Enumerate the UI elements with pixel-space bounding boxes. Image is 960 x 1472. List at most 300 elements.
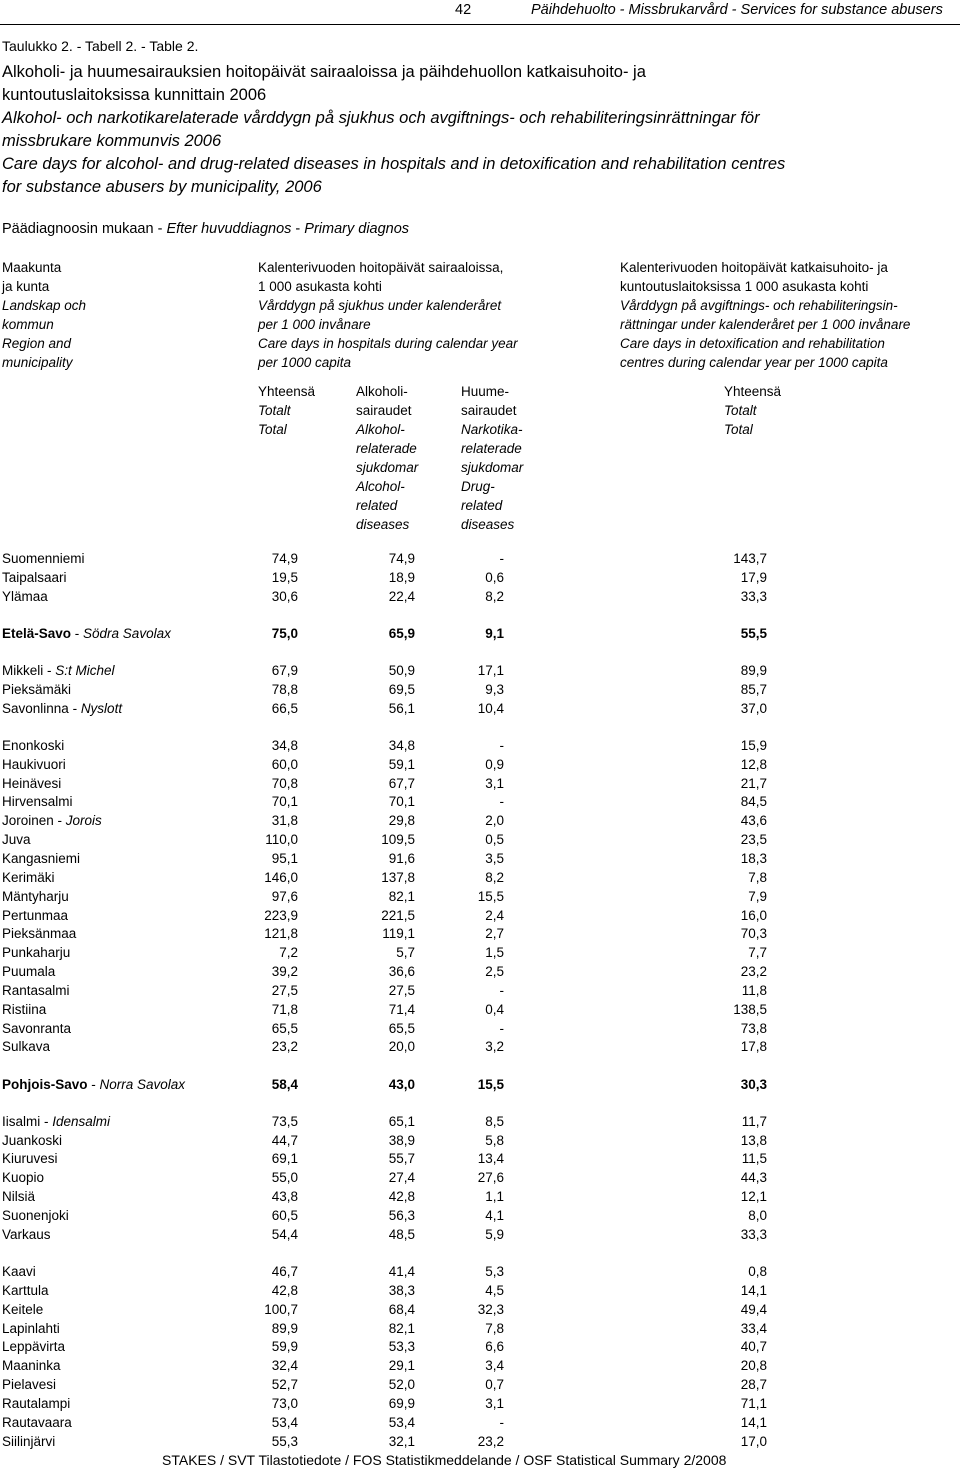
municipality-name-fi: Savonlinna xyxy=(2,700,69,716)
municipality-name-fi: Punkaharju xyxy=(2,945,71,961)
value-hospital-total: 46,7 xyxy=(271,1264,298,1279)
title-en-2: for substance abusers by municipality, 2006 xyxy=(2,178,322,196)
row-name xyxy=(2,1415,72,1430)
hdr-region-line: kommun xyxy=(2,317,54,332)
value-hospital-total: 55,0 xyxy=(271,1170,298,1186)
hdr-drug-line: diseases xyxy=(461,517,515,532)
value-alcohol: 38,9 xyxy=(388,1132,415,1148)
municipality-name-fi: Pieksänmaa xyxy=(2,926,77,942)
municipality-name-fi: Kaavi xyxy=(2,1264,36,1279)
row-name xyxy=(2,908,68,923)
value-drug: 1,5 xyxy=(485,945,504,961)
value-detox-total: 7,8 xyxy=(748,869,767,885)
title-sv-1: Alkohol- och narkotikarelaterade vårddygn på sjukhus och avgiftnings- och rehabiliteringsinrättningar för xyxy=(2,109,760,127)
title-sv-2: missbrukare kommunvis 2006 xyxy=(2,132,222,150)
value-alcohol: 82,1 xyxy=(388,1320,415,1336)
hdr-hospital-line: per 1 000 invånare xyxy=(258,317,371,332)
hdr-detox-line: centres during calendar year per 1000 capita xyxy=(620,355,888,370)
hdr-drug-line: related xyxy=(461,498,503,513)
subtitle-en: Primary diagnos xyxy=(304,221,410,237)
row-name xyxy=(2,1358,61,1373)
table-row xyxy=(0,945,960,964)
hdr-alcohol-line: diseases xyxy=(356,517,410,532)
hdr-hospital-line: 1 000 asukasta kohti xyxy=(258,279,382,294)
value-hospital-total: 89,9 xyxy=(271,1320,298,1336)
row-name xyxy=(2,870,55,885)
hdr-detox-line: rättningar under kalenderåret per 1 000 invånare xyxy=(620,317,911,332)
value-hospital-total: 53,4 xyxy=(271,1414,298,1430)
value-alcohol: 67,7 xyxy=(388,775,415,791)
value-alcohol: 22,4 xyxy=(388,588,415,604)
value-detox-total: 21,7 xyxy=(740,775,767,791)
value-alcohol: 29,1 xyxy=(388,1358,415,1374)
hdr-drug-line: sjukdomar xyxy=(461,460,524,475)
value-alcohol: 137,8 xyxy=(381,869,415,885)
row-name xyxy=(2,663,115,678)
municipality-name-sv: Norra Savolax xyxy=(99,1076,186,1092)
value-drug: 4,5 xyxy=(485,1282,504,1298)
hdr-region-line: municipality xyxy=(2,355,73,370)
value-alcohol: 91,6 xyxy=(388,850,415,866)
hdr-alcohol-line: Alkohol- xyxy=(356,422,405,437)
value-detox-total: 37,0 xyxy=(740,700,767,716)
municipality-name-fi: Rantasalmi xyxy=(2,982,70,998)
municipality-name-sv: Idensalmi xyxy=(52,1113,111,1129)
table-row xyxy=(0,1021,960,1040)
value-detox-total: 73,8 xyxy=(740,1020,767,1036)
value-hospital-total: 32,4 xyxy=(271,1358,298,1374)
value-alcohol: 50,9 xyxy=(388,663,415,678)
table-row xyxy=(0,1339,960,1358)
row-name xyxy=(2,832,31,847)
value-drug: - xyxy=(499,982,504,998)
name-separator: - xyxy=(40,1113,53,1129)
col-header-alcohol xyxy=(356,382,418,534)
value-alcohol: 42,8 xyxy=(388,1189,415,1205)
value-hospital-total: 34,8 xyxy=(271,737,298,753)
row-name xyxy=(2,626,171,641)
municipality-name-fi: Puumala xyxy=(2,964,56,980)
table-row xyxy=(0,738,960,757)
row-name xyxy=(2,738,64,753)
value-alcohol: 53,4 xyxy=(388,1414,415,1430)
value-alcohol: 48,5 xyxy=(388,1226,415,1242)
value-hospital-total: 54,4 xyxy=(271,1226,298,1242)
value-detox-total: 16,0 xyxy=(740,907,767,923)
table-row-region-total xyxy=(0,626,960,645)
hdr-drug-line: Narkotika- xyxy=(461,422,523,437)
table-row xyxy=(0,1321,960,1340)
value-drug: 0,4 xyxy=(485,1001,504,1017)
value-hospital-total: 70,8 xyxy=(271,775,298,791)
value-drug: 0,5 xyxy=(485,832,504,848)
value-alcohol: 71,4 xyxy=(388,1001,415,1017)
row-name xyxy=(2,1227,51,1242)
value-alcohol: 29,8 xyxy=(388,813,415,829)
col-header-hospital xyxy=(258,258,518,372)
col-header-detox xyxy=(620,258,910,372)
value-alcohol: 68,4 xyxy=(388,1301,415,1317)
value-alcohol: 32,1 xyxy=(388,1433,415,1449)
table-row xyxy=(0,551,960,570)
value-hospital-total: 121,8 xyxy=(264,926,298,942)
table-row xyxy=(0,701,960,720)
value-alcohol: 119,1 xyxy=(382,926,415,942)
value-hospital-total: 97,6 xyxy=(271,888,298,904)
value-detox-total: 11,7 xyxy=(741,1113,767,1129)
value-detox-total: 17,9 xyxy=(740,569,767,585)
value-detox-total: 28,7 xyxy=(740,1377,767,1393)
municipality-name-fi: Pohjois-Savo xyxy=(2,1076,88,1092)
name-separator: - xyxy=(68,700,81,716)
value-drug: 3,1 xyxy=(485,1395,504,1411)
table-row xyxy=(0,908,960,927)
hdr-hospital-line: per 1000 capita xyxy=(258,355,352,370)
value-drug: 9,1 xyxy=(485,625,504,641)
value-hospital-total: 19,5 xyxy=(271,569,298,585)
table-row xyxy=(0,1227,960,1246)
value-detox-total: 8,0 xyxy=(748,1208,767,1223)
value-detox-total: 7,7 xyxy=(748,945,767,961)
value-alcohol: 74,9 xyxy=(388,551,415,566)
municipality-name-fi: Pertunmaa xyxy=(2,907,69,923)
municipality-name-fi: Sulkava xyxy=(2,1039,51,1055)
table-row xyxy=(0,663,960,682)
hdr-drug-line: relaterade xyxy=(461,441,522,456)
page-number: 42 xyxy=(455,2,472,18)
value-alcohol: 18,9 xyxy=(388,569,415,585)
subtitle-sv: Efter huvuddiagnos xyxy=(166,221,292,237)
municipality-name-fi: Enonkoski xyxy=(2,737,65,753)
value-hospital-total: 43,8 xyxy=(271,1189,298,1205)
value-alcohol: 70,1 xyxy=(388,794,415,810)
municipality-name-fi: Taipalsaari xyxy=(2,569,67,585)
row-name xyxy=(2,1170,44,1185)
municipality-name-fi: Etelä-Savo xyxy=(2,625,72,641)
municipality-name-fi: Heinävesi xyxy=(2,775,62,791)
value-hospital-total: 31,8 xyxy=(271,813,298,829)
value-hospital-total: 27,5 xyxy=(271,982,298,998)
value-alcohol: 82,1 xyxy=(388,888,415,904)
value-drug: 3,1 xyxy=(485,775,504,791)
municipality-name-fi: Pieksämäki xyxy=(2,681,72,697)
municipality-name-fi: Juva xyxy=(2,832,31,848)
value-alcohol: 69,5 xyxy=(388,681,415,697)
value-hospital-total: 7,2 xyxy=(279,945,298,961)
table-row xyxy=(0,964,960,983)
value-alcohol: 53,3 xyxy=(388,1339,415,1355)
row-name xyxy=(2,1302,43,1317)
value-hospital-total: 30,6 xyxy=(271,588,298,604)
municipality-name-fi: Kiuruvesi xyxy=(2,1151,58,1167)
hdr-hospital-line: Kalenterivuoden hoitopäivät sairaaloissa, xyxy=(258,260,504,275)
hdr-region-line: Region and xyxy=(2,336,72,351)
value-alcohol: 56,1 xyxy=(388,700,415,716)
row-name xyxy=(2,1002,46,1017)
table-row xyxy=(0,1358,960,1377)
value-hospital-total: 39,2 xyxy=(271,964,298,980)
row-name xyxy=(2,1039,50,1054)
value-detox-total: 143,7 xyxy=(733,551,767,566)
value-detox-total: 17,0 xyxy=(740,1433,767,1449)
table-row xyxy=(0,589,960,608)
title-fi-2: kuntoutuslaitoksissa kunnittain 2006 xyxy=(2,86,267,104)
value-hospital-total: 78,8 xyxy=(271,681,298,697)
municipality-name-sv: Nyslott xyxy=(80,700,123,716)
row-name xyxy=(2,889,69,904)
col-header-drug xyxy=(461,382,523,534)
municipality-name-fi: Lapinlahti xyxy=(2,1320,60,1336)
value-drug: - xyxy=(499,794,504,810)
value-detox-total: 70,3 xyxy=(740,926,767,942)
value-detox-total: 55,5 xyxy=(740,625,767,641)
value-detox-total: 17,8 xyxy=(740,1039,767,1055)
municipality-name-fi: Suomenniemi xyxy=(2,551,85,566)
table-row xyxy=(0,1002,960,1021)
table-row xyxy=(0,889,960,908)
value-alcohol: 221,5 xyxy=(381,907,415,923)
row-name xyxy=(2,551,85,566)
table-row xyxy=(0,813,960,832)
hdr-region-line: Landskap och xyxy=(2,298,87,313)
header-rule xyxy=(0,24,960,25)
value-detox-total: 89,9 xyxy=(740,663,767,678)
col-header-total-detox xyxy=(724,382,781,439)
hdr-total1-line: Yhteensä xyxy=(258,384,316,399)
hdr-drug-line: Drug- xyxy=(461,479,495,494)
col-header-region xyxy=(2,258,86,372)
table-row xyxy=(0,870,960,889)
hdr-total1-line: Total xyxy=(258,422,287,437)
municipality-name-fi: Savonranta xyxy=(2,1020,72,1036)
row-name xyxy=(2,1114,110,1129)
municipality-name-sv: Jorois xyxy=(65,813,102,829)
value-hospital-total: 59,9 xyxy=(271,1339,298,1355)
table-row xyxy=(0,1415,960,1434)
hdr-detox-line: Vårddygn på avgiftnings- och rehabiliteringsin- xyxy=(620,298,898,313)
value-drug: 5,8 xyxy=(485,1132,504,1148)
value-hospital-total: 100,7 xyxy=(264,1301,298,1317)
hdr-alcohol-line: related xyxy=(356,498,398,513)
table-row xyxy=(0,1434,960,1453)
table-row xyxy=(0,794,960,813)
table-row xyxy=(0,1283,960,1302)
value-drug: 9,3 xyxy=(485,681,504,697)
value-drug: - xyxy=(499,1020,504,1036)
title-fi-1: Alkoholi- ja huumesairauksien hoitopäivät sairaaloissa ja päihdehuollon katkaisuhoito- ja xyxy=(2,63,646,81)
value-drug: 5,9 xyxy=(485,1226,504,1242)
table-row xyxy=(0,926,960,945)
value-drug: 27,6 xyxy=(477,1170,504,1186)
value-detox-total: 44,3 xyxy=(740,1170,767,1186)
municipality-name-fi: Kuopio xyxy=(2,1170,45,1186)
value-hospital-total: 44,7 xyxy=(271,1132,298,1148)
value-drug: 5,3 xyxy=(485,1264,504,1279)
page-footer: STAKES / SVT Tilastotiedote / FOS Statistikmeddelande / OSF Statistical Summary 2/2008 xyxy=(162,1452,727,1468)
publication-series: Päihdehuolto - Missbrukarvård - Services for substance abusers xyxy=(531,2,943,18)
table-row xyxy=(0,682,960,701)
municipality-name-fi: Ylämaa xyxy=(2,588,48,604)
value-drug: 8,5 xyxy=(485,1113,504,1129)
value-hospital-total: 60,0 xyxy=(271,756,298,772)
value-hospital-total: 65,5 xyxy=(271,1020,298,1036)
table-row-region-total xyxy=(0,1077,960,1096)
value-alcohol: 69,9 xyxy=(388,1395,415,1411)
value-detox-total: 23,5 xyxy=(740,832,767,848)
municipality-name-fi: Joroinen xyxy=(2,813,54,829)
value-drug: 2,0 xyxy=(485,813,504,829)
table-row xyxy=(0,1133,960,1152)
table-row xyxy=(0,757,960,776)
value-alcohol: 34,8 xyxy=(388,737,415,753)
municipality-name-sv: Södra Savolax xyxy=(83,625,171,641)
value-detox-total: 49,4 xyxy=(740,1301,767,1317)
row-name xyxy=(2,570,67,585)
row-name xyxy=(2,1189,35,1204)
hdr-total2-line: Totalt xyxy=(724,403,757,418)
value-detox-total: 33,3 xyxy=(740,588,767,604)
value-alcohol: 52,0 xyxy=(388,1377,415,1393)
value-drug: 32,3 xyxy=(477,1301,504,1317)
value-drug: - xyxy=(499,551,504,566)
value-detox-total: 33,4 xyxy=(740,1320,767,1336)
hdr-alcohol-line: relaterade xyxy=(356,441,417,456)
value-detox-total: 14,1 xyxy=(740,1414,767,1430)
col-header-total-hospital xyxy=(258,382,315,439)
value-alcohol: 109,5 xyxy=(381,832,415,848)
value-drug: 0,9 xyxy=(485,756,504,772)
row-name xyxy=(2,813,102,828)
table-row xyxy=(0,776,960,795)
value-detox-total: 84,5 xyxy=(740,794,767,810)
table-row xyxy=(0,1396,960,1415)
subtitle-sep: - xyxy=(291,221,305,237)
value-alcohol: 65,5 xyxy=(388,1020,415,1036)
table-row xyxy=(0,851,960,870)
hdr-drug-line: sairaudet xyxy=(461,403,517,418)
row-name xyxy=(2,1283,49,1298)
value-detox-total: 71,1 xyxy=(740,1395,767,1411)
value-drug: 4,1 xyxy=(485,1208,504,1223)
table-row xyxy=(0,1377,960,1396)
value-drug: 17,1 xyxy=(477,663,504,678)
municipality-name-fi: Mäntyharju xyxy=(2,888,69,904)
hdr-region-line: Maakunta xyxy=(2,260,62,275)
value-drug: 3,4 xyxy=(485,1358,504,1374)
table-row xyxy=(0,1151,960,1170)
hdr-alcohol-line: sjukdomar xyxy=(356,460,419,475)
value-drug: 13,4 xyxy=(477,1151,504,1167)
value-detox-total: 85,7 xyxy=(740,681,767,697)
name-separator: - xyxy=(87,1076,100,1092)
subtitle-fi: Päädiagnoosin mukaan - xyxy=(2,221,167,237)
municipality-name-fi: Kerimäki xyxy=(2,869,55,885)
table-row xyxy=(0,1170,960,1189)
value-detox-total: 15,9 xyxy=(740,737,767,753)
value-alcohol: 59,1 xyxy=(388,756,415,772)
row-name xyxy=(2,757,66,772)
hdr-alcohol-line: Alcohol- xyxy=(356,479,405,494)
value-drug: 10,4 xyxy=(477,700,504,716)
table-row xyxy=(0,832,960,851)
value-detox-total: 40,7 xyxy=(740,1339,767,1355)
value-hospital-total: 71,8 xyxy=(271,1001,298,1017)
row-name xyxy=(2,1377,56,1392)
hdr-hospital-line: Vårddygn på sjukhus under kalenderåret xyxy=(258,298,502,313)
hdr-hospital-line: Care days in hospitals during calendar year xyxy=(258,336,518,351)
table-row xyxy=(0,1189,960,1208)
value-hospital-total: 67,9 xyxy=(271,663,298,678)
value-alcohol: 43,0 xyxy=(388,1076,415,1092)
value-detox-total: 11,8 xyxy=(741,982,767,998)
row-name xyxy=(2,1208,69,1223)
value-drug: 7,8 xyxy=(485,1320,504,1336)
value-hospital-total: 110,0 xyxy=(265,832,298,848)
hdr-total2-line: Total xyxy=(724,422,753,437)
value-hospital-total: 73,5 xyxy=(271,1113,298,1129)
value-drug: 3,5 xyxy=(485,850,504,866)
value-alcohol: 56,3 xyxy=(388,1208,415,1223)
value-hospital-total: 70,1 xyxy=(271,794,298,810)
name-separator: - xyxy=(53,813,66,829)
municipality-name-fi: Karttula xyxy=(2,1282,49,1298)
municipality-name-fi: Pielavesi xyxy=(2,1377,57,1393)
value-drug: 6,6 xyxy=(485,1339,504,1355)
value-hospital-total: 60,5 xyxy=(271,1208,298,1223)
value-detox-total: 138,5 xyxy=(733,1001,767,1017)
hdr-total1-line: Totalt xyxy=(258,403,291,418)
row-name xyxy=(2,945,70,960)
value-alcohol: 38,3 xyxy=(388,1282,415,1298)
value-detox-total: 13,8 xyxy=(740,1132,767,1148)
municipality-name-fi: Keitele xyxy=(2,1301,44,1317)
value-alcohol: 36,6 xyxy=(388,964,415,980)
table-row xyxy=(0,1208,960,1227)
table-row xyxy=(0,983,960,1002)
row-name xyxy=(2,1021,71,1036)
value-drug: 0,7 xyxy=(485,1377,504,1393)
value-alcohol: 65,1 xyxy=(388,1113,415,1129)
value-drug: 2,5 xyxy=(485,964,504,980)
value-alcohol: 27,5 xyxy=(388,982,415,998)
value-alcohol: 20,0 xyxy=(388,1039,415,1055)
row-name xyxy=(2,983,70,998)
municipality-name-fi: Hirvensalmi xyxy=(2,794,73,810)
municipality-name-fi: Iisalmi xyxy=(2,1113,41,1129)
row-name xyxy=(2,1396,70,1411)
hdr-region-line: ja kunta xyxy=(2,279,50,294)
table-row xyxy=(0,1264,960,1283)
value-detox-total: 11,5 xyxy=(741,1151,767,1167)
hdr-detox-line: kuntoutuslaitoksissa 1 000 asukasta kohti xyxy=(620,279,869,294)
value-hospital-total: 42,8 xyxy=(271,1282,298,1298)
table-row xyxy=(0,1302,960,1321)
municipality-name-fi: Haukivuori xyxy=(2,756,66,772)
hdr-alcohol-line: sairaudet xyxy=(356,403,412,418)
value-drug: 1,1 xyxy=(485,1189,504,1205)
value-hospital-total: 73,0 xyxy=(271,1395,298,1411)
municipality-name-sv: S:t Michel xyxy=(55,663,115,678)
value-alcohol: 65,9 xyxy=(388,625,415,641)
value-detox-total: 12,8 xyxy=(740,756,767,772)
municipality-name-fi: Varkaus xyxy=(2,1226,51,1242)
value-alcohol: 5,7 xyxy=(396,945,415,961)
hdr-detox-line: Kalenterivuoden hoitopäivät katkaisuhoito- ja xyxy=(620,260,888,275)
row-name xyxy=(2,926,76,941)
value-detox-total: 7,9 xyxy=(748,888,767,904)
table-row xyxy=(0,1114,960,1133)
value-hospital-total: 58,4 xyxy=(271,1076,298,1092)
